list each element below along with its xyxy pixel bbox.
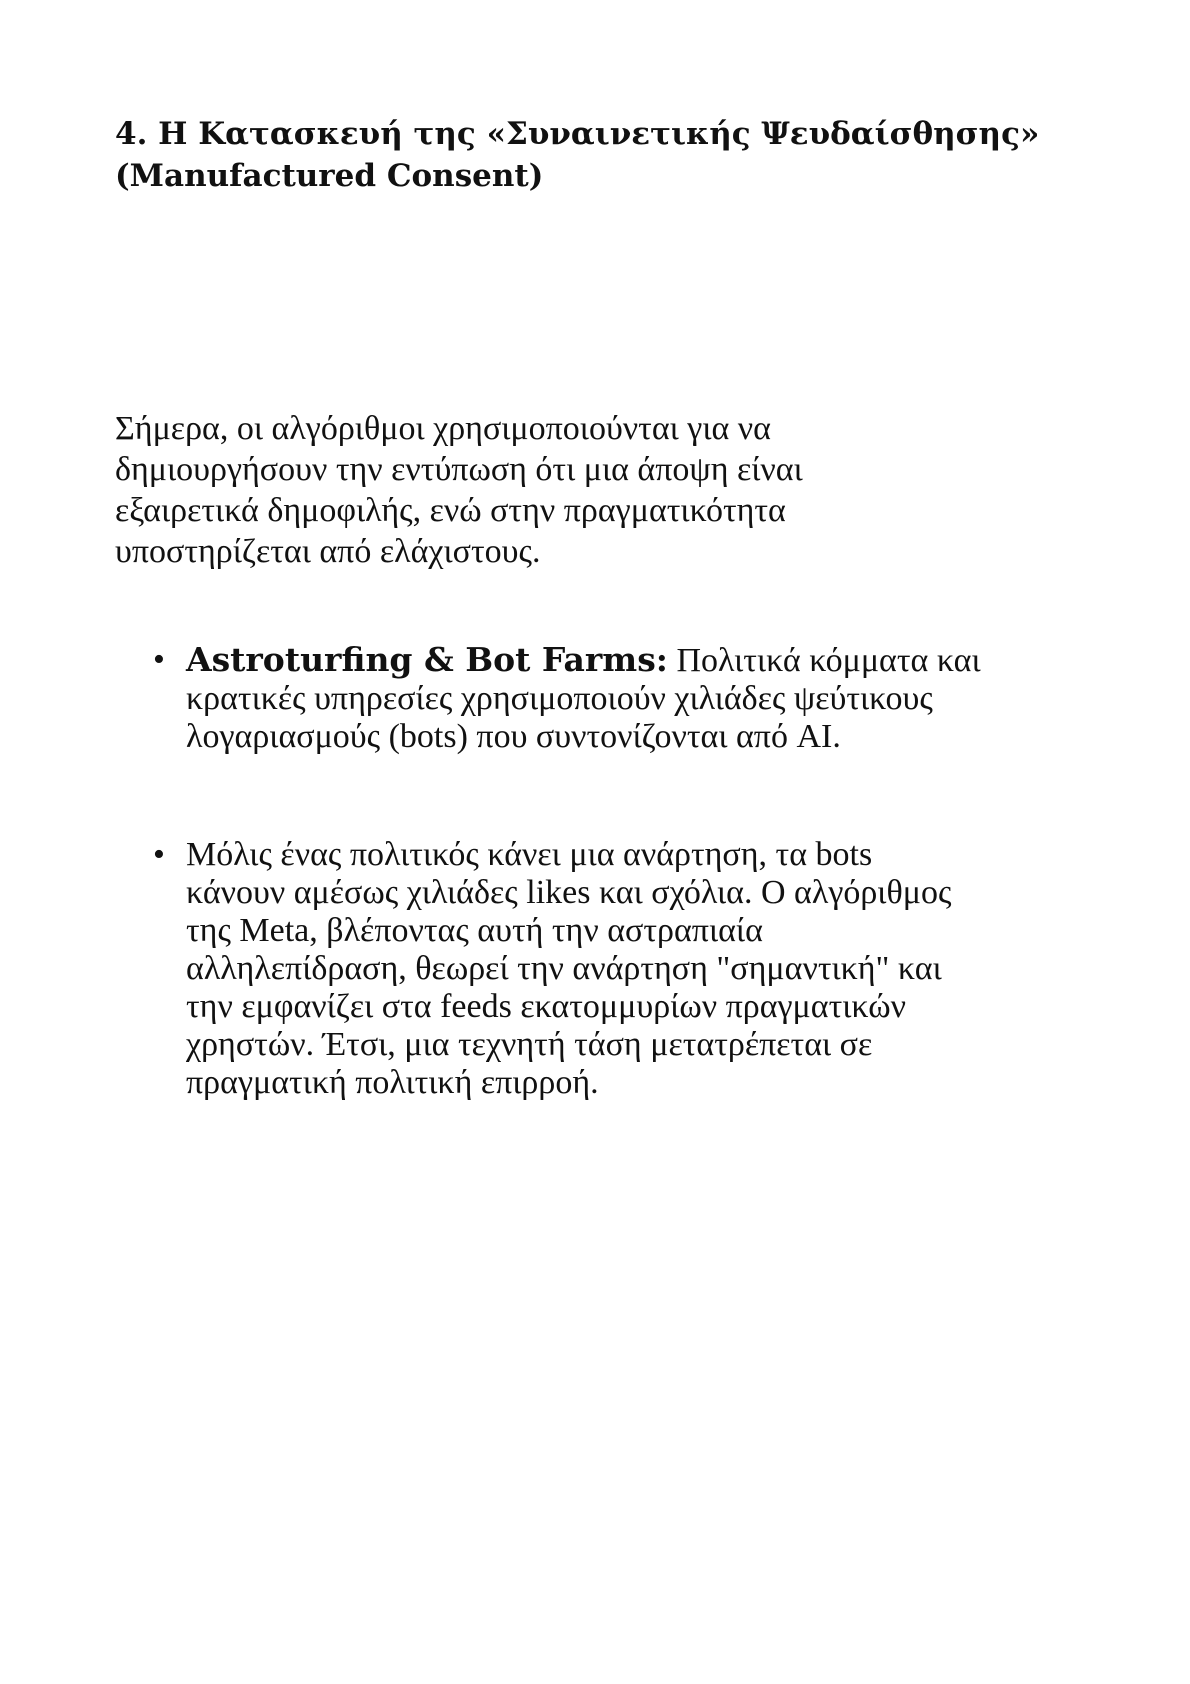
bullet-line: την εμφανίζει στα feeds εκατομμυρίων πραγματικών: [186, 988, 906, 1025]
intro-paragraph: [115, 408, 1015, 572]
bullet-line: Μόλις ένας πολιτικός κάνει μια ανάρτηση, τα bots: [186, 836, 873, 873]
heading-line-2: (Manufactured Consent): [115, 158, 544, 194]
bullet-line: λογαριασμούς (bots) που συντονίζονται από AI.: [186, 718, 841, 755]
bullet-text: [186, 836, 1086, 1102]
bullet-line: χρηστών. Έτσι, μια τεχνητή τάση μετατρέπεται σε: [186, 1026, 873, 1063]
intro-line: εξαιρετικά δημοφιλής, ενώ στην πραγματικότητα: [115, 492, 786, 529]
heading-line-1: 4. Η Κατασκευή της «Συναινετικής Ψευδαίσθησης»: [115, 116, 1040, 152]
bullet-line: της Meta, βλέποντας αυτή την αστραπιαία: [186, 912, 763, 949]
intro-line: δημιουργήσουν την εντύπωση ότι μια άποψη είναι: [115, 451, 803, 488]
bullet-first-line: [186, 641, 1086, 680]
bullet-line: κάνουν αμέσως χιλιάδες likes και σχόλια. Ο αλγόριθμος: [186, 874, 952, 911]
bullet-line: αλληλεπίδραση, θεωρεί την ανάρτηση "σημαντική" και: [186, 950, 942, 987]
intro-line: υποστηρίζεται από ελάχιστους.: [115, 533, 541, 570]
bullet-lead-term: Astroturfing & Bot Farms:: [186, 640, 668, 679]
bullet-line: κρατικές υπηρεσίες χρησιμοποιούν χιλιάδες ψεύτικους: [186, 680, 933, 717]
bullet-first-line-rest: Πολιτικά κόμματα και: [667, 642, 981, 679]
intro-line: Σήμερα, οι αλγόριθμοι χρησιμοποιούνται για να: [115, 410, 771, 447]
bullet-text: [186, 641, 1086, 756]
bullet-marker: •: [153, 836, 165, 873]
section-heading: [115, 113, 1075, 197]
bullet-line: πραγματική πολιτική επιρροή.: [186, 1064, 599, 1101]
bullet-marker: •: [153, 641, 165, 678]
